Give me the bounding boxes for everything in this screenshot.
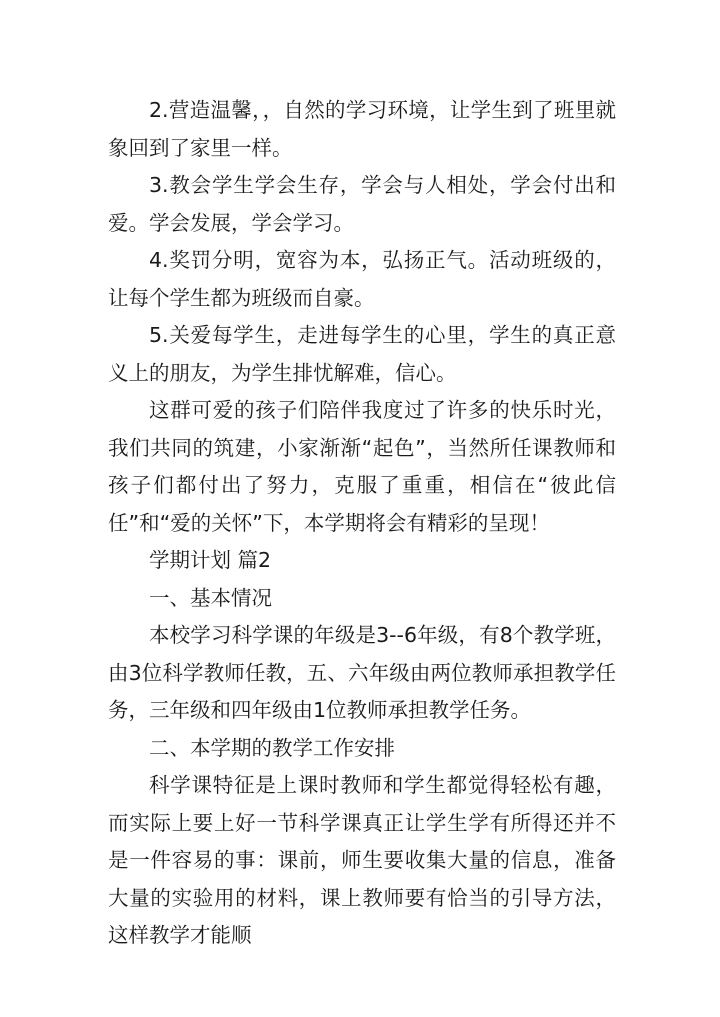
section-title: 学期计划 篇2 bbox=[149, 548, 272, 572]
paragraph-teaching-arrangement: 科学课特征是上课时教师和学生都觉得轻松有趣，而实际上要上好一节科学课真正让学生学有所得还并不是一件容易的事：课前，师生要收集大量的信息，准备大量的实验用的材料，课上教师要有恰当的引导方法，这样教学才能顺 bbox=[108, 773, 616, 947]
heading-basic-situation: 一、基本情况 bbox=[149, 585, 272, 610]
paragraph-item-3: 3.教会学生学会生存，学会与人相处，学会付出和爱。学会发展，学会学习。 bbox=[108, 173, 616, 235]
heading-teaching-arrangement: 二、本学期的教学工作安排 bbox=[149, 735, 395, 760]
paragraph-item-4: 4.奖罚分明，宽容为本，弘扬正气。活动班级的，让每个学生都为班级而自豪。 bbox=[108, 248, 616, 310]
paragraph-basic-situation: 本校学习科学课的年级是3--6年级，有8个教学班，由3位科学教师任教，五、六年级由两位教师承担教学任务，三年级和四年级由1位教师承担教学任务。 bbox=[108, 623, 616, 722]
body-text bbox=[108, 92, 616, 955]
paragraph-item-2: 2.营造温馨，，自然的学习环境，让学生到了班里就象回到了家里一样。 bbox=[108, 98, 616, 160]
paragraph-summary: 这群可爱的孩子们陪伴我度过了许多的快乐时光，我们共同的筑建，小家渐渐“起色”，当然所任课教师和孩子们都付出了努力，克服了重重，相信在“彼此信任”和“爱的关怀”下，本学期将会有精彩的呈现！ bbox=[108, 398, 616, 535]
paragraph-item-5: 5.关爱每学生，走进每学生的心里，学生的真正意义上的朋友，为学生排忧解难，信心。 bbox=[108, 323, 616, 385]
